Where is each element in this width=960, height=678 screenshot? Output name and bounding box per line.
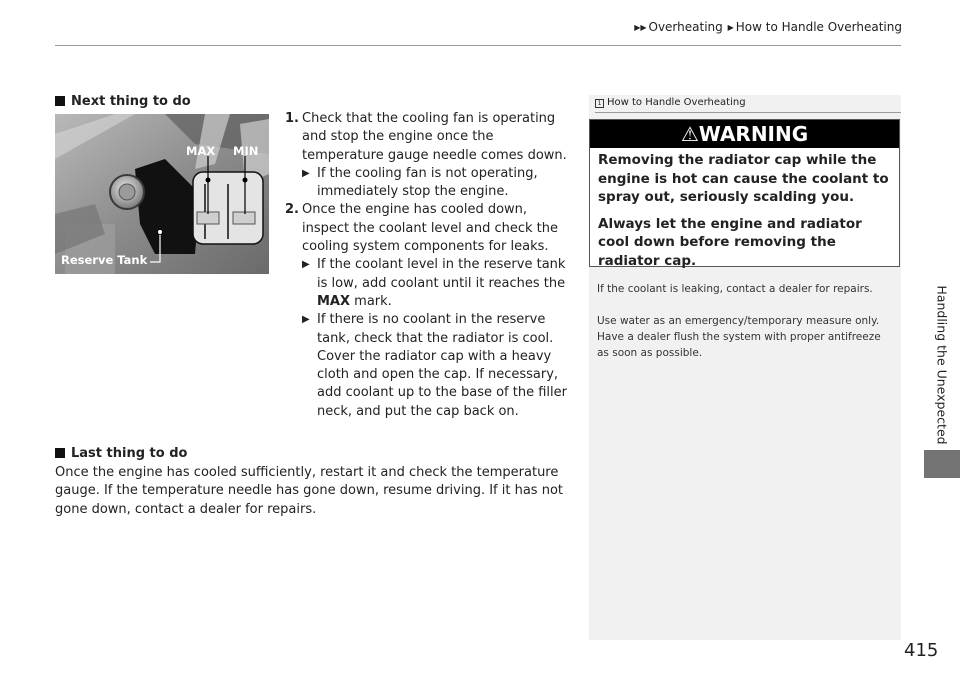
triangle-right-icon: ▶ <box>727 23 734 32</box>
page-number: 415 <box>904 640 939 661</box>
bold-arrow-icon: ▶ <box>302 314 310 326</box>
substep-text: If there is no coolant in the reserve tank, check that the radiator is cool. Cover the radiator cap with a heavy cloth and open the cap. If necessary, add coolant up to the base of the filler neck, and put the cap back on. <box>317 312 567 419</box>
steps-list <box>285 110 575 421</box>
chapter-tab-marker <box>924 450 960 478</box>
heading-square-icon <box>55 448 65 458</box>
warning-title: WARNING <box>698 122 809 146</box>
warning-triangle-icon: ⚠ <box>680 122 699 146</box>
min-label: MIN <box>233 144 259 158</box>
step-number: 1. <box>285 111 299 126</box>
chapter-tab-label: Handling the Unexpected <box>934 285 950 445</box>
warning-body <box>598 151 894 278</box>
step-1-substep <box>285 165 575 202</box>
max-mark-text: MAX <box>317 293 351 309</box>
last-thing-paragraph: Once the engine has cooled sufficiently, restart it and check the temperature gauge. If the temperature needle has gone down, resume driving. If it has not gone down, contact a dealer for repairs. <box>55 465 564 517</box>
header-divider <box>55 45 901 46</box>
breadcrumb-overheating[interactable]: Overheating <box>648 20 723 34</box>
warning-paragraph-2: Always let the engine and radiator cool down before removing the radiator cap. <box>598 215 862 269</box>
warning-header <box>590 120 899 148</box>
note-paragraph-1: If the coolant is leaking, contact a dealer for repairs. <box>597 283 873 295</box>
step-2 <box>285 201 575 256</box>
step-1 <box>285 110 575 165</box>
heading-text: Next thing to do <box>71 94 191 109</box>
heading-text: Last thing to do <box>71 446 188 461</box>
step-number: 2. <box>285 202 299 218</box>
breadcrumb-how-to-handle[interactable]: How to Handle Overheating <box>735 20 902 34</box>
step-2-substep-2 <box>285 311 575 421</box>
section-heading-last <box>55 446 187 461</box>
substep-text-end: mark. <box>354 293 392 309</box>
bold-arrow-icon: ▶ <box>302 259 310 271</box>
step-text: Once the engine has cooled down, inspect the coolant level and check the cooling system components for leaks. <box>302 202 558 255</box>
reserve-tank-label: Reserve Tank <box>61 253 148 267</box>
section-heading-next <box>55 94 191 109</box>
bold-arrow-icon: ▶ <box>302 167 310 179</box>
substep-text: If the coolant level in the reserve tank is low, add coolant until it reaches the <box>317 257 566 291</box>
warning-paragraph-1: Removing the radiator cap while the engine is hot can cause the coolant to spray out, seriously scalding you. <box>598 152 889 205</box>
step-text: Check that the cooling fan is operating and stop the engine once the temperature gauge needle comes down. <box>302 111 567 163</box>
note-marker-icon: 1 <box>595 99 604 108</box>
warning-box <box>589 119 900 267</box>
max-label: MAX <box>186 144 216 158</box>
note-title-text: How to Handle Overheating <box>607 97 746 108</box>
step-2-substep-1 <box>285 256 575 311</box>
note-paragraph-2: Use water as an emergency/temporary measure only. Have a dealer flush the system with proper antifreeze as soon as possible. <box>597 315 881 359</box>
heading-square-icon <box>55 96 65 106</box>
triangle-right-icon: ▶▶ <box>634 23 647 32</box>
substep-text: If the cooling fan is not operating, immediately stop the engine. <box>317 165 538 200</box>
breadcrumb <box>633 20 902 34</box>
note-title <box>595 97 746 108</box>
reserve-tank-photo <box>55 114 269 274</box>
note-divider <box>595 112 901 113</box>
